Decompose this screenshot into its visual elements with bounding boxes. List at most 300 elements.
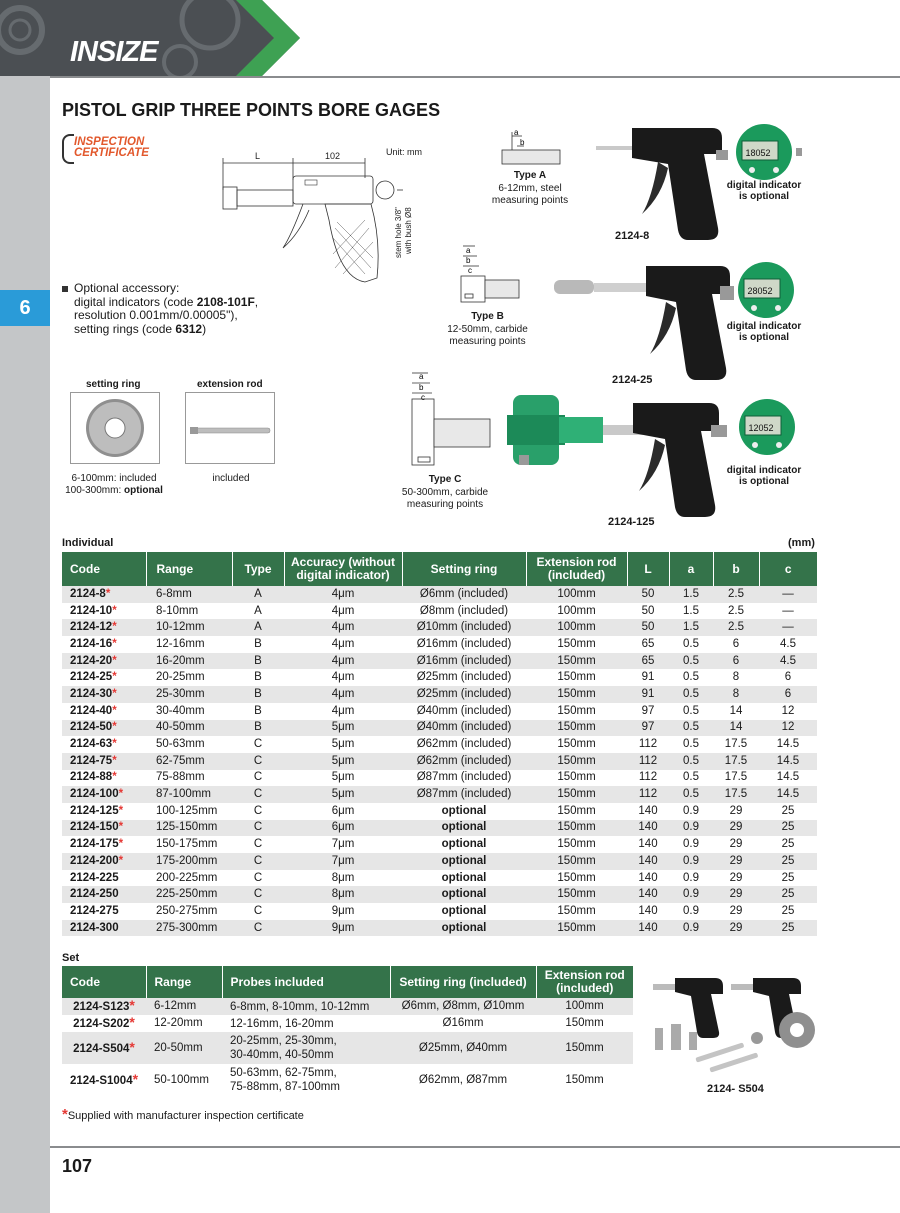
set-code-text: 2124-S1004 <box>69 1074 133 1087</box>
cell-range: 225-250mm <box>146 886 232 903</box>
table-row <box>62 586 817 603</box>
set-col-code: Code <box>62 966 146 998</box>
extension-rod-label: extension rod <box>197 379 263 390</box>
set-cell-code <box>62 998 146 1015</box>
cell-c: 14.5 <box>759 753 817 770</box>
type-a-caption <box>485 170 575 208</box>
indicator-code: 2108-101F <box>196 294 255 309</box>
cell-range: 87-100mm <box>146 786 232 803</box>
col-L: L <box>627 552 669 586</box>
type-c-dim-a: a <box>419 372 424 381</box>
set-code-text: 2124-S123 <box>73 1001 130 1013</box>
cell-c: 4.5 <box>759 653 817 670</box>
table-row <box>62 636 817 653</box>
cell-L: 91 <box>627 686 669 703</box>
certificate-star-icon: * <box>112 604 117 617</box>
cell-L: 140 <box>627 903 669 920</box>
cell-b: 17.5 <box>713 753 759 770</box>
cell-b: 29 <box>713 903 759 920</box>
code-text: 2124-100 <box>70 788 119 801</box>
cell-a: 0.9 <box>669 820 713 837</box>
cell-extension-rod: 150mm <box>526 786 627 803</box>
footnote <box>62 1106 304 1123</box>
cell-extension-rod: 150mm <box>526 836 627 853</box>
chapter-tab[interactable]: 6 <box>0 290 50 326</box>
cell-extension-rod: 150mm <box>526 803 627 820</box>
cell-setting-ring: Ø6mm (included) <box>402 586 526 603</box>
cell-c: 25 <box>759 803 817 820</box>
certificate-star-icon: * <box>129 997 135 1013</box>
certificate-star-icon: * <box>112 637 117 650</box>
table-row <box>62 770 817 787</box>
cell-c: 25 <box>759 903 817 920</box>
cell-type: B <box>232 636 284 653</box>
indicator-note-2 <box>722 321 806 343</box>
cell-extension-rod: 150mm <box>526 853 627 870</box>
col-type: Type <box>232 552 284 586</box>
cell-L: 112 <box>627 786 669 803</box>
cell-c: 12 <box>759 720 817 737</box>
product-photo-2124-125 <box>505 385 802 530</box>
cell-setting-ring: Ø87mm (included) <box>402 786 526 803</box>
set-cell-range: 12-20mm <box>146 1015 222 1032</box>
technical-drawing <box>205 150 420 295</box>
set-cell-range: 50-100mm <box>146 1064 222 1096</box>
cell-extension-rod: 150mm <box>526 669 627 686</box>
col-extension-rod: Extension rod (included) <box>526 552 627 586</box>
cell-L: 112 <box>627 736 669 753</box>
code-text: 2124-250 <box>70 888 119 901</box>
indicator-reading-2: 28052 <box>747 286 773 296</box>
table-row <box>62 903 817 920</box>
certificate-star-icon: * <box>118 788 124 801</box>
cell-setting-ring: Ø62mm (included) <box>402 753 526 770</box>
cell-type: C <box>232 836 284 853</box>
cell-range: 175-200mm <box>146 853 232 870</box>
cell-code <box>62 920 146 937</box>
cell-setting-ring: Ø87mm (included) <box>402 770 526 787</box>
cell-type: C <box>232 920 284 937</box>
cell-code <box>62 636 146 653</box>
col-b: b <box>713 552 759 586</box>
page-title: PISTOL GRIP THREE POINTS BORE GAGES <box>62 100 441 120</box>
certificate-star-icon: * <box>112 721 117 734</box>
code-text: 2124-20 <box>70 654 113 667</box>
cell-range: 100-125mm <box>146 803 232 820</box>
cell-a: 0.5 <box>669 636 713 653</box>
cell-code <box>62 703 146 720</box>
probes-line-1: 12-16mm, 16-20mm <box>230 1017 334 1030</box>
cell-extension-rod: 150mm <box>526 720 627 737</box>
cell-b: 29 <box>713 820 759 837</box>
certificate-star-icon: * <box>118 821 124 834</box>
dim-102: 102 <box>325 151 341 161</box>
sidebar <box>0 0 50 1213</box>
cell-L: 50 <box>627 586 669 603</box>
cell-extension-rod: 150mm <box>526 903 627 920</box>
cell-code <box>62 770 146 787</box>
set-cell-range: 6-12mm <box>146 998 222 1015</box>
table-row <box>62 619 817 636</box>
footnote-text: Supplied with manufacturer inspection certificate <box>67 1110 304 1122</box>
code-text: 2124-300 <box>70 921 119 934</box>
probes-line-1: 50-63mm, 62-75mm, <box>230 1067 337 1079</box>
cell-range: 20-25mm <box>146 669 232 686</box>
set-table <box>62 966 633 1096</box>
cell-b: 17.5 <box>713 736 759 753</box>
type-c-line-1: 50-300mm, carbide <box>401 486 489 498</box>
stem-note-1: stem hole 3/8" <box>394 207 403 258</box>
table-row <box>62 703 817 720</box>
dim-L: L <box>255 151 261 161</box>
cell-a: 0.5 <box>669 736 713 753</box>
set-cell-probes <box>222 1064 390 1096</box>
cell-c: — <box>759 603 817 620</box>
individual-unit: (mm) <box>788 537 815 549</box>
cell-code <box>62 870 146 887</box>
cell-range: 275-300mm <box>146 920 232 937</box>
cell-extension-rod: 100mm <box>526 619 627 636</box>
cell-c: 25 <box>759 836 817 853</box>
cell-code <box>62 886 146 903</box>
type-b-sketch <box>455 238 525 306</box>
table-row <box>62 786 817 803</box>
set-row <box>62 1032 633 1064</box>
set-col-range: Range <box>146 966 222 998</box>
setting-ring-image <box>70 392 160 464</box>
cell-code <box>62 619 146 636</box>
certificate-text <box>74 137 149 159</box>
indicator-note-3-line-1: digital indicator <box>726 465 802 476</box>
cell-extension-rod: 150mm <box>526 736 627 753</box>
indicator-note-1 <box>722 180 806 202</box>
cell-range: 125-150mm <box>146 820 232 837</box>
type-a-name: Type A <box>513 170 547 181</box>
cell-L: 50 <box>627 619 669 636</box>
table-row <box>62 720 817 737</box>
cell-b: 29 <box>713 870 759 887</box>
indicator-note-2-line-1: digital indicator <box>726 321 802 332</box>
cell-c: 25 <box>759 870 817 887</box>
table-row <box>62 836 817 853</box>
cell-code <box>62 753 146 770</box>
stem-note-2: with bush Ø8 <box>404 207 413 254</box>
cell-a: 0.9 <box>669 886 713 903</box>
cell-b: 8 <box>713 669 759 686</box>
cell-accuracy: 4μm <box>284 669 402 686</box>
cell-setting-ring: Ø16mm (included) <box>402 653 526 670</box>
cell-code <box>62 686 146 703</box>
probes-line-1: 20-25mm, 25-30mm, <box>230 1035 337 1047</box>
cell-setting-ring: Ø8mm (included) <box>402 603 526 620</box>
cell-setting-ring: Ø40mm (included) <box>402 720 526 737</box>
table-row <box>62 603 817 620</box>
cell-type: C <box>232 736 284 753</box>
cell-b: 29 <box>713 803 759 820</box>
unit-note: Unit: mm <box>386 147 422 157</box>
certificate-line-2: CERTIFICATE <box>74 147 149 159</box>
cell-accuracy: 4μm <box>284 636 402 653</box>
col-c: c <box>759 552 817 586</box>
cell-accuracy: 7μm <box>284 836 402 853</box>
code-text: 2124-125 <box>70 804 119 817</box>
cell-L: 97 <box>627 703 669 720</box>
setting-ring-icon <box>71 393 159 463</box>
set-cell-probes <box>222 1032 390 1064</box>
setting-ring-label: setting ring <box>86 379 141 390</box>
code-text: 2124-88 <box>70 771 113 784</box>
type-b-dim-a: a <box>466 246 471 255</box>
col-a: a <box>669 552 713 586</box>
cell-L: 140 <box>627 803 669 820</box>
code-text: 2124-63 <box>70 738 113 751</box>
cell-L: 65 <box>627 653 669 670</box>
cell-type: B <box>232 720 284 737</box>
cell-L: 97 <box>627 720 669 737</box>
code-text: 2124-16 <box>70 637 113 650</box>
accessory-line-3: resolution 0.001mm/0.00005"), <box>74 308 238 322</box>
set-cell-range: 20-50mm <box>146 1032 222 1064</box>
cell-code <box>62 653 146 670</box>
cell-setting-ring: optional <box>402 886 526 903</box>
set-cell-setting-ring: Ø16mm <box>390 1015 536 1032</box>
table-row <box>62 820 817 837</box>
cell-c: 12 <box>759 703 817 720</box>
cell-type: C <box>232 803 284 820</box>
cell-c: 25 <box>759 886 817 903</box>
cell-range: 200-225mm <box>146 870 232 887</box>
set-cell-extension-rod: 150mm <box>536 1032 633 1064</box>
cell-type: B <box>232 653 284 670</box>
cell-code <box>62 786 146 803</box>
cell-L: 112 <box>627 770 669 787</box>
set-code-text: 2124-S202 <box>73 1018 130 1030</box>
cell-code <box>62 853 146 870</box>
accessory-line-2a: digital indicators (code <box>74 294 197 309</box>
set-header-row <box>62 966 633 998</box>
cell-type: C <box>232 753 284 770</box>
cell-extension-rod: 150mm <box>526 920 627 937</box>
cell-range: 75-88mm <box>146 770 232 787</box>
cell-a: 0.5 <box>669 669 713 686</box>
cell-accuracy: 6μm <box>284 803 402 820</box>
set-col-extension-rod: Extension rod (included) <box>536 966 633 998</box>
code-text: 2124-150 <box>70 821 119 834</box>
cell-type: C <box>232 903 284 920</box>
cell-accuracy: 4μm <box>284 703 402 720</box>
code-text: 2124-8 <box>70 587 106 600</box>
cell-setting-ring: optional <box>402 870 526 887</box>
accessory-line-4a: setting rings (code <box>74 321 176 336</box>
set-cell-setting-ring: Ø25mm, Ø40mm <box>390 1032 536 1064</box>
cell-accuracy: 5μm <box>284 770 402 787</box>
cell-L: 112 <box>627 753 669 770</box>
set-cell-extension-rod: 100mm <box>536 998 633 1015</box>
table-row <box>62 853 817 870</box>
brand-logo[interactable]: INSIZE <box>70 36 158 68</box>
cell-b: 17.5 <box>713 770 759 787</box>
model-label-2124-125: 2124-125 <box>608 516 655 528</box>
cell-a: 0.9 <box>669 803 713 820</box>
header-divider <box>50 76 900 78</box>
cell-code <box>62 586 146 603</box>
cell-a: 1.5 <box>669 619 713 636</box>
cell-range: 12-16mm <box>146 636 232 653</box>
set-code-text: 2124-S504 <box>73 1042 130 1055</box>
set-cell-extension-rod: 150mm <box>536 1064 633 1096</box>
cell-type: C <box>232 770 284 787</box>
cell-type: C <box>232 820 284 837</box>
cell-a: 0.9 <box>669 836 713 853</box>
footnote-star-icon: * <box>62 1106 68 1123</box>
setting-ring-caption-1: 6-100mm: included <box>71 473 157 484</box>
cell-range: 250-275mm <box>146 903 232 920</box>
set-photo <box>645 968 825 1080</box>
probes-line-1: 6-8mm, 8-10mm, 10-12mm <box>230 1000 370 1013</box>
cell-type: B <box>232 703 284 720</box>
cell-type: C <box>232 886 284 903</box>
cell-code <box>62 736 146 753</box>
cell-code <box>62 820 146 837</box>
cell-c: 14.5 <box>759 770 817 787</box>
cell-type: A <box>232 619 284 636</box>
cell-extension-rod: 100mm <box>526 603 627 620</box>
cell-accuracy: 4μm <box>284 603 402 620</box>
col-code: Code <box>62 552 146 586</box>
cell-c: — <box>759 619 817 636</box>
certificate-star-icon: * <box>118 804 124 817</box>
set-row <box>62 1064 633 1096</box>
type-b-dim-b: b <box>466 256 471 265</box>
table-row <box>62 669 817 686</box>
col-setting-ring: Setting ring <box>402 552 526 586</box>
model-label-2124-8: 2124-8 <box>615 230 650 242</box>
cell-a: 1.5 <box>669 603 713 620</box>
cell-extension-rod: 150mm <box>526 870 627 887</box>
cell-L: 140 <box>627 886 669 903</box>
cell-b: 2.5 <box>713 586 759 603</box>
cell-extension-rod: 150mm <box>526 686 627 703</box>
set-cell-probes <box>222 1015 390 1032</box>
cell-type: A <box>232 603 284 620</box>
cell-a: 0.9 <box>669 853 713 870</box>
accessory-line-1: Optional accessory: <box>74 281 180 295</box>
probes-line-2: 75-88mm, 87-100mm <box>230 1081 340 1093</box>
cell-range: 25-30mm <box>146 686 232 703</box>
cell-b: 29 <box>713 886 759 903</box>
cell-c: 6 <box>759 669 817 686</box>
table-row <box>62 753 817 770</box>
cell-setting-ring: optional <box>402 820 526 837</box>
cell-c: 25 <box>759 920 817 937</box>
type-c-caption <box>395 474 495 512</box>
certificate-star-icon: * <box>132 1070 139 1087</box>
type-b-line-1: 12-50mm, carbide <box>447 323 528 335</box>
cell-a: 0.5 <box>669 770 713 787</box>
cell-L: 91 <box>627 669 669 686</box>
cell-L: 65 <box>627 636 669 653</box>
extension-rod-icon <box>186 393 274 463</box>
certificate-star-icon: * <box>112 621 117 634</box>
certificate-star-icon: * <box>112 738 117 751</box>
cell-type: C <box>232 786 284 803</box>
cell-extension-rod: 150mm <box>526 886 627 903</box>
col-range: Range <box>146 552 232 586</box>
set-section-label: Set <box>62 952 80 964</box>
individual-table-body <box>62 586 817 936</box>
footer-divider <box>50 1146 900 1148</box>
cell-type: C <box>232 870 284 887</box>
cell-c: — <box>759 586 817 603</box>
cell-c: 25 <box>759 853 817 870</box>
extension-rod-image <box>185 392 275 464</box>
cell-b: 29 <box>713 836 759 853</box>
type-b-caption <box>440 311 535 349</box>
individual-section-label: Individual <box>62 537 114 549</box>
set-col-probes: Probes included <box>222 966 390 998</box>
cell-b: 29 <box>713 853 759 870</box>
type-c-dim-c: c <box>421 393 425 402</box>
cell-accuracy: 5μm <box>284 720 402 737</box>
code-text: 2124-40 <box>70 704 113 717</box>
cell-L: 140 <box>627 870 669 887</box>
individual-table <box>62 552 817 936</box>
table-row <box>62 803 817 820</box>
code-text: 2124-275 <box>70 904 119 917</box>
cell-accuracy: 4μm <box>284 619 402 636</box>
code-text: 2124-12 <box>70 621 113 634</box>
cell-range: 6-8mm <box>146 586 232 603</box>
code-text: 2124-25 <box>70 671 113 684</box>
code-text: 2124-200 <box>70 854 119 867</box>
cell-code <box>62 803 146 820</box>
cell-b: 29 <box>713 920 759 937</box>
cell-accuracy: 9μm <box>284 920 402 937</box>
code-text: 2124-50 <box>70 721 113 734</box>
cell-accuracy: 5μm <box>284 736 402 753</box>
setting-ring-caption <box>62 473 166 497</box>
type-c-dim-b: b <box>419 383 424 392</box>
extension-rod-caption: included <box>212 473 250 484</box>
cell-a: 0.9 <box>669 903 713 920</box>
cell-extension-rod: 150mm <box>526 820 627 837</box>
cell-code <box>62 720 146 737</box>
table-row <box>62 870 817 887</box>
set-cell-setting-ring: Ø62mm, Ø87mm <box>390 1064 536 1096</box>
accessory-line-2c: , <box>254 294 259 309</box>
cell-a: 0.9 <box>669 920 713 937</box>
cell-b: 17.5 <box>713 786 759 803</box>
cell-extension-rod: 100mm <box>526 586 627 603</box>
type-a-line-1: 6-12mm, steel <box>498 182 562 194</box>
cell-setting-ring: optional <box>402 836 526 853</box>
cell-setting-ring: Ø25mm (included) <box>402 669 526 686</box>
cell-range: 10-12mm <box>146 619 232 636</box>
page-number: 107 <box>62 1156 93 1176</box>
cell-setting-ring: Ø40mm (included) <box>402 703 526 720</box>
cell-accuracy: 4μm <box>284 653 402 670</box>
ring-code: 6312 <box>175 321 203 336</box>
cell-accuracy: 5μm <box>284 753 402 770</box>
set-cell-code <box>62 1064 146 1096</box>
indicator-reading-1: 18052 <box>745 148 771 158</box>
certificate-star-icon: * <box>112 771 117 784</box>
type-c-sketch <box>402 365 492 470</box>
optional-accessory-note <box>62 282 312 336</box>
cell-setting-ring: Ø62mm (included) <box>402 736 526 753</box>
cell-type: A <box>232 586 284 603</box>
cell-a: 0.5 <box>669 753 713 770</box>
